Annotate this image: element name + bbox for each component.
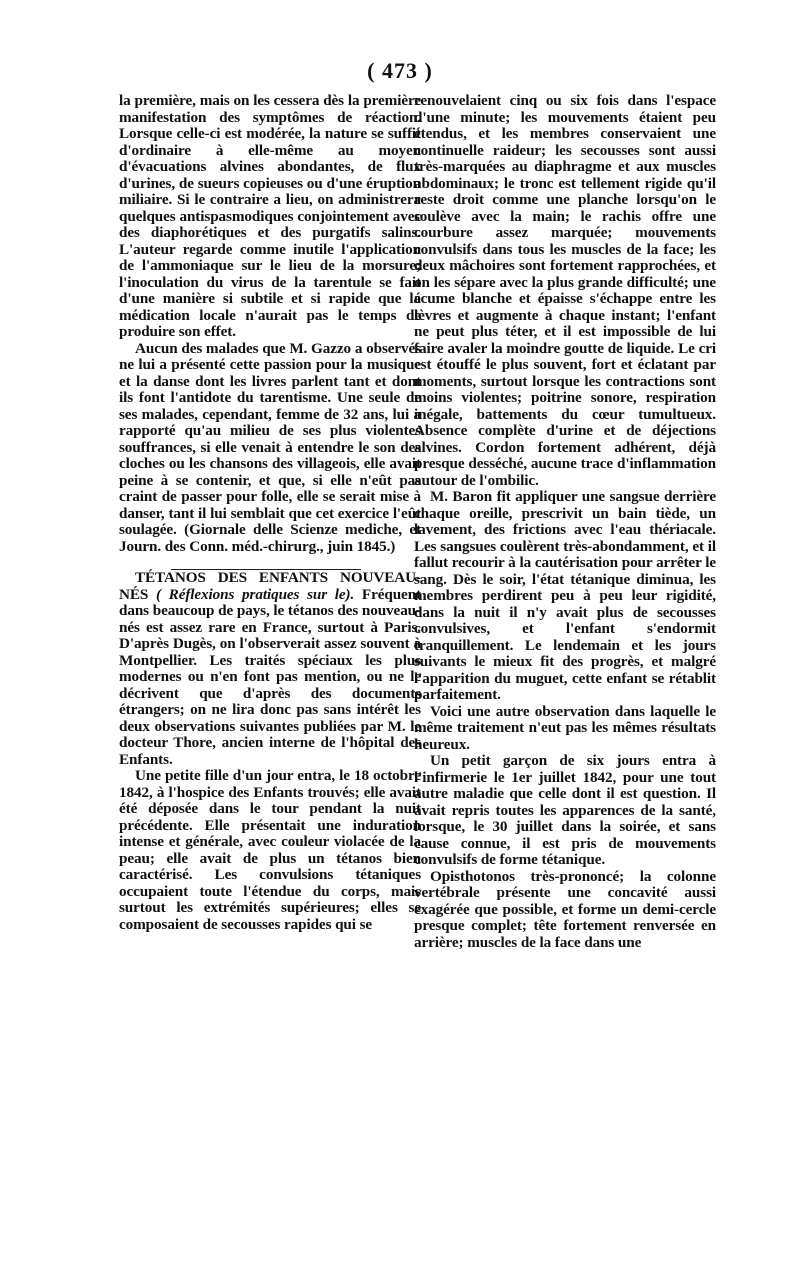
paragraph: renouvelaient cinq ou six fois dans l'espace d'une minute; les mouvements étaient peu étendus, et les membres conservaient une continuelle raideur; les secousses sont aussi très-marquées au diaphragme et aux muscles abdominaux; le tronc est tellement rigide qu'il reste droit comme une planche lorsqu'on le soulève avec la main; le rachis offre une courbure assez marquée; mouvements convulsifs dans tous les muscles de la face; les deux mâchoires sont fortement rapprochées, et on les sépare avec la plus grande difficulté; une écume blanche et épaisse s'échappe entre les lèvres et augmente à chaque instant; l'enfant ne peut plus téter, et il est impossible de lui faire avaler la moindre goutte de liquide. Le cri est étouffé le plus souvent, fort et éclatant par moments, surtout lorsque les contractions sont moins violentes; poitrine sonore, respiration inégale, battements du cœur tumultueux. Absence complète d'urine et de déjections alvines. Cordon fortement adhérent, déjà presque desséché, aucune trace d'inflammation autour de l'ombilic. bbox=[414, 92, 716, 489]
section-heading: TÉTANOS DES ENFANTS NOUVEAU-NÉS bbox=[119, 569, 421, 603]
paragraph: Aucun des malades que M. Gazzo a observés ne lui a présenté cette passion pour la musique et la danse dont les livres parlent tant et dont ils font l'antidote du tarentisme. Une seule de ses malades, cependant, femme de 32 ans, lui a rapporté qu'au milieu de ses plus violentes souffrances, si elle venait à entendre le son des cloches ou les chansons des villageois, elle avait peine à se contenir, et que, si elle n'eût pas craint de passer pour folle, elle se serait mise à danser, tant il lui semblait que cet exercice l'eût soulagée. (Giornale delle Scienze mediche, et Journ. des Conn. méd.-chirurg., juin 1845.) bbox=[119, 339, 421, 555]
page-number: ( 473 ) bbox=[367, 58, 433, 83]
paragraph-text: Fréquent dans beaucoup de pays, le tétanos des nouveau-nés est assez rare en France, surtout à Paris. D'après Dugès, on l'observerait assez souvent à Montpellier. Les traités spéciaux les plus modernes ou n'en font pas mention, ou ne le décrivent que d'après des documents étrangers; on ne lira donc pas sans intérêt les deux observations suivantes publiées par M. le docteur Thore, ancien interne de l'hôpital des Enfants. bbox=[119, 585, 422, 768]
paragraph: Un petit garçon de six jours entra à l'infirmerie le 1er juillet 1842, pour une tout autre maladie que celle dont il est question. Il avait repris toutes les apparences de la santé, lorsque, le 30 juillet dans la soirée, et sans cause connue, il est pris de mouvements convulsifs de forme tétanique. bbox=[414, 752, 716, 868]
paragraph: la première, mais on les cessera dès la première manifestation des symptômes de réaction. Lorsque celle-ci est modérée, la nature se suffit d'ordinaire à elle-même au moyen d'évacuations alvines abondantes, de flux d'urines, de sueurs copieuses ou d'une éruption miliaire. Si le contraire a lieu, on administrera quelques antispasmodiques conjointement avec des diaphorétiques et des purgatifs salins. L'auteur regarde comme inutile l'application de l'ammoniaque sur le lieu de la morsure; l'inoculation du virus de la tarentule se fait d'une manière si subtile et si rapide que la médication locale n'aurait pas le temps de produire son effet. bbox=[119, 92, 421, 340]
section-subheading: ( Réflexions pratiques sur le). bbox=[155, 585, 355, 603]
paragraph: M. Baron fit appliquer une sangsue derrière chaque oreille, prescrivit un bain tiède, un lavement, des frictions avec l'eau thériacale. Les sangsues coulèrent très-abondamment, et il fallut recourir à la cautérisation pour arrêter le sang. Dès le soir, l'état tétanique diminua, les membres perdirent peu à peu leur rigidité, dans la nuit il n'y avait plus de secousses convulsives, et l'enfant s'endormit tranquillement. Le lendemain et les jours suivants le mieux fit des progrès, et malgré l'apparition du muguet, cette enfant se rétablit parfaitement. bbox=[414, 488, 716, 703]
paragraph: Une petite fille d'un jour entra, le 18 octobre 1842, à l'hospice des Enfants trouvés; elle avait été déposée dans le tour pendant la nuit précédente. Elle présentait une induration intense et générale, avec couleur violacée de la peau; elle avait de plus un tétanos bien caractérisé. Les convulsions tétaniques occupaient toute l'étendue du corps, mais surtout les extrémités supérieures; elles se composaient de secousses rapides qui se bbox=[119, 767, 421, 933]
left-column bbox=[119, 93, 421, 933]
paragraph: Voici une autre observation dans laquelle le même traitement n'eut pas les mêmes résultats heureux. bbox=[414, 702, 716, 753]
section-paragraph bbox=[119, 570, 421, 768]
right-column bbox=[414, 93, 716, 951]
paragraph: Opisthotonos très-prononcé; la colonne vertébrale présente une concavité aussi exagérée que possible, et forme un demi-cercle presque complet; tête fortement renversée en arrière; muscles de la face dans une bbox=[414, 867, 716, 951]
